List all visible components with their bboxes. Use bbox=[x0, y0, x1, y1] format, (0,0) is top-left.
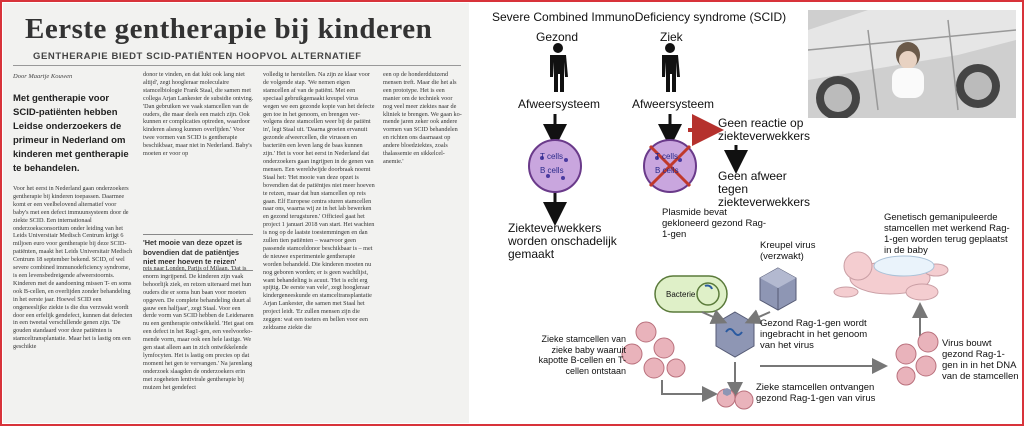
article-subtitle: GENTHERAPIE BIEDT SCID-PATIËNTEN HOOPVOL ALTERNATIEF bbox=[33, 51, 362, 62]
column-text: volledig te herstellen. Na zijn ze klaar voor de volgende stap. 'We nemen eigen stamcellen af van de patiënt. Met een speciaal gebruikgemaakt kreupel virus wegen we een gezonde kopie van het defecte gen toe in het genoom, en brengen vervolgens deze stamcellen weer bij de patiënt in', legt Staal uit. 'Daarna groeien ervanuit gezonde afweercellen, die virussen en bacteriën een leven lang de baas kunnen zijn.' Het is voor het eerst in Nederland dat onderzoekers gaan ingrijpen in de genen van mensen. Een wereldwijde doorbraak noemt Staal het: 'Het mooie van deze opzet is bovendien dat de patiëntjes niet meer hoeven te reizen, maar dat hun stamcellen op reis gaan. Elf Europese centra sturen stamcellen naar ons, waarna wij ze in het lab bewerken en gezond terugsturen.' Officieel gaat het project 1 januari 2018 van start. Het wachten is nog op de laatste toestemmingen en dan zullen tien patiënten – waarvoor geen passende stamceldonor beschikbaar is – met de nieuwe experimentele gentherapie worden behandeld. Die kinderen moeten nu nog geboren worden; er is geen wachtlijst, want behandeling is acuut. 'Het is echt erg spijtig. De eerste van vele', zegt hoogleraar kindergeneeskunde en stamceltransplantatie Arjan Lankester, die samen met Staal het project leidt. 'Er zullen mensen zijn die zeggen: wat een toeters en bellen voor een zeldzame ziekte die bbox=[263, 71, 375, 331]
returned-label: Genetisch gemanipuleerde stamcellen met werkend Rag-1-gen worden terug geplaatst in de baby bbox=[884, 212, 1010, 256]
immune-system-label-sick: Afweersysteem bbox=[632, 97, 715, 111]
cells-label-b-sick: B cells bbox=[655, 166, 679, 175]
arrow bbox=[702, 312, 720, 320]
article-byline: Door Maartje Kouwen bbox=[13, 73, 73, 80]
diagram-title: Severe Combined ImmunoDeficiency syndrome (SCID) bbox=[492, 10, 787, 24]
virus-label: Kreupel virus (verzwakt) bbox=[760, 240, 816, 262]
virus-with-gene-icon bbox=[716, 312, 754, 357]
pull-quote: 'Het mooie van deze opzet is bovendien dat de patiëntjes niet meer hoeven te reizen' bbox=[143, 234, 253, 271]
no-defense-label: Geen afweer tegen ziekteverwekkers bbox=[718, 169, 811, 209]
baby-icon bbox=[834, 252, 948, 300]
modified-stemcells bbox=[896, 332, 938, 385]
sick-stemcells-label: Zieke stamcellen van zieke baby waaruit kapotte B-cellen en T-cellen ontstaan bbox=[538, 334, 626, 376]
column-text: donor te vinden, en dat lukt ook lang niet altijd', zegt hoogleraar moleculaire stamcelbiologie Frank Staal, die samen met collega Arjan Lankester de subsidie ontving. 'Dan gebruiken we vaak stamcellen van de ouders, die maar deels een match zijn. Ook kunnen er complicaties optreden, waardoor kinderen alsnog kunnen overlijden.' Voor twee vormen van SCID is gentherapie beschikbaar, maar niet in Nederland. Baby's moeten er voor op bbox=[143, 71, 254, 158]
virus-gene-label: Gezond Rag-1-gen wordt ingebracht in het genoom van het virus bbox=[760, 318, 868, 351]
cells-label-t: T cells bbox=[540, 152, 563, 161]
bacteria-label: Bacterie bbox=[666, 290, 696, 299]
stemcells-receiving-gene bbox=[717, 389, 753, 409]
healthy-person-icon bbox=[550, 43, 568, 92]
column-text: Voor het eerst in Nederland gaan onderzoekers gentherapie bij kinderen toepassen. Daarmee komt er een veelbelovend alternatief voor baby's met een defect immuunsysteem door de ziekte SCID. Een internationaal onderzoeksconsortium onder leiding van het Leids Universitair Medisch Centrum krijgt 6 miljoen euro voor gentherapie bij deze SCID-patiënten, maakt het Leids Universitair Medisch Centrum 18 september bekend. SCID, of wel severe combined immunodeficiency syndrome, is een levensbedreigende afweerstoornis. Kinderen met de aandoening missen T- en soms ook B-cellen, en overlijden zonder behandeling in het eerste jaar. Hoewel SCID een ongeneeslijke ziekte is die dus verzwakt wordt door een erfelijk gendefect, kunnen dat defecten in een tweetal verschillende genen zijn. 'De gouden standaard voor deze patiënten is stamceltransplantatie. Maar het is lastig om een geschikte bbox=[13, 185, 133, 351]
no-response-label: Geen reactie op ziekteverwekkers bbox=[718, 116, 811, 143]
plasmid-label: Plasmide bevat gekloneerd gezond Rag-1-gen bbox=[662, 207, 767, 240]
stemcells-receive-label: Zieke stamcellen ontvangen gezond Rag-1-gen van virus bbox=[756, 382, 876, 404]
healthy-label: Gezond bbox=[536, 30, 579, 44]
cells-label-t-sick: T cells bbox=[655, 152, 678, 161]
sick-person-icon bbox=[662, 43, 680, 92]
virus-builds-label: Virus bouwt gezond Rag-1-gen in in het DNA van de stamcellen bbox=[942, 338, 1019, 382]
sick-label: Ziek bbox=[660, 30, 683, 44]
article-title: Eerste gentherapie bij kinderen bbox=[25, 13, 433, 45]
sick-stemcells bbox=[622, 322, 685, 378]
article-lead: Met gentherapie voor SCID-patiënten hebben Leidse onderzoekers de primeur in Nederland om kinderen met gentherapie te behandelen. bbox=[13, 93, 129, 174]
virus-icon bbox=[760, 268, 796, 310]
column-text: een op de honderdduizend mensen treft. Maar die het als een prototype. Het is een manier om de techniek voor nog veel meer ziektes naar de kliniek te brengen. We gaan komende jaren zeker ook andere vormen van SCID behandelen en richten ons daarnaast op andere bloedziektes, zoals thalassemie en sikkelcelanemie.' bbox=[383, 71, 462, 165]
arrow bbox=[662, 380, 710, 394]
column-text: reis naar Londen, Parijs of Milaan. 'Dat is enorm ingrijpend. De kinderen zijn vaak behoorlijk ziek, en reizen uiteraard met hun ouders die er soms hun baan voor moeten opgeven. De complete behandeling duurt al gauw een halfjaar', zegt Staal. Voor een derde vorm van SCID hebben de Leidenaren nu een gentherapie ontwikkeld. 'Het gaat om een defect in het Rag1-gen, een veelvoorkomende vorm, maar ook een hele lastige. We gen staat alleen aan in zich ontwikkelende lymfocyten. Het is lastig om precies op dat moment het gen te vervangen.' Na jarenlang onderzoek slaagden de onderzoekers erin met zogeheten lentivirale gentherapie bij muizen het gendefect bbox=[143, 265, 254, 391]
healthy-outcome-label: Ziekteverwekkers worden onschadelijk gemaakt bbox=[508, 221, 617, 261]
immune-system-label-healthy: Afweersysteem bbox=[518, 97, 601, 111]
cells-label-b: B cells bbox=[540, 166, 564, 175]
